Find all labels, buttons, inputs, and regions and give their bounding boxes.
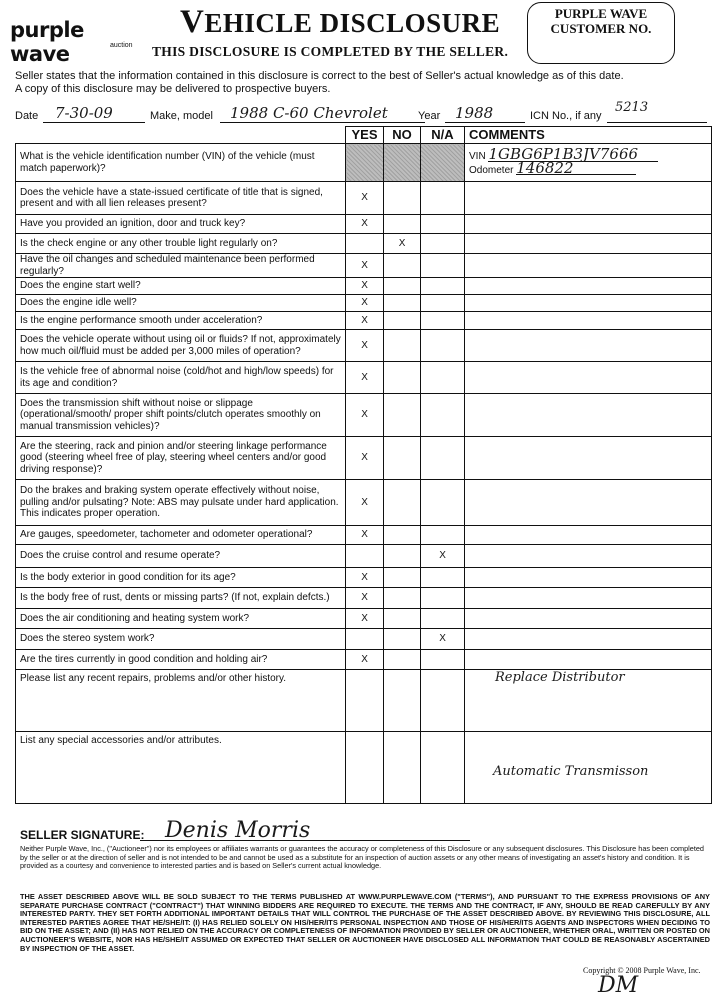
comment-field[interactable] — [465, 437, 712, 480]
terms-text: THE ASSET DESCRIBED ABOVE WILL BE SOLD SUBJECT TO THE TERMS PUBLISHED AT WWW.PURPLEWAVE.COM ("TERMS"), AND PURSUANT TO THE EXPRESS PROVISIONS OF ANY SEPARATE PURCHASE CONTRACT ("CONTRACT") THAT WINNING BIDDERS ARE REQUIRED TO EXECUTE. THE TERMS AND THE CONTRACT, IF ANY, SHOULD BE READ CAREFULLY BY ANY INTERESTED PARTY. THEY SET FORTH ADDITIONAL IMPORTANT DETAILS THAT WILL CONTROL THE PURCHASE OF THE ASSET DESCRIBED ABOVE. BY REVIEWING THIS DISCLOSURE, ALL INTERESTED PARTIES AGREE THAT HE/SHE/IT: (I) HAS RELIED SOLELY ON HIS/HER/ITS PERSONAL INSPECTION AND THOSE OF HIS/HER/ITS AGENTS AND INSPECTORS WHEN DECIDING TO BID ON THE ASSET; AND (II) HAS NOT RELIED ON THE ACCURACY OR COMPLETENESS OF INFORMATION PROVIDED BY SELLER OR AUCTIONEER, WHETHER ORAL, WRITTEN OR POSTED ON AUCTIONEER'S WEBSITE, NOR HAS HE/SHE/IT ASSUMED OR EXPECTED THAT SELLER OR AUCTIONEER HAVE DISCLOSED ALL INFORMATION THAT COULD BE REASONABLY ASCERTAINED BY INSPECTION OF THE ASSET. — [20, 892, 710, 953]
na-checkbox[interactable] — [421, 234, 465, 254]
yes-checkbox[interactable]: X — [346, 312, 384, 330]
disclosure-table — [15, 126, 712, 804]
na-checkbox[interactable] — [421, 588, 465, 609]
yes-cell[interactable] — [346, 670, 384, 732]
title-initial: V — [180, 4, 205, 40]
seller-signature-line — [15, 818, 711, 842]
repairs-row — [16, 670, 712, 732]
yes-checkbox[interactable]: X — [346, 278, 384, 295]
na-column-header: N/A — [421, 127, 465, 144]
na-checkbox[interactable] — [421, 254, 465, 278]
no-checkbox[interactable] — [384, 588, 421, 609]
year-label: Year — [418, 110, 441, 122]
intro-line1: Seller states that the information contained in this disclosure is correct to the best of Seller's actual knowledge as of this date. — [15, 70, 624, 82]
yes-checkbox[interactable]: X — [346, 254, 384, 278]
yes-checkbox[interactable]: X — [346, 215, 384, 234]
vin-line — [469, 145, 711, 163]
seller-initials[interactable]: DM — [598, 973, 639, 998]
intro-line2: A copy of this disclosure may be delivered to prospective buyers. — [15, 83, 331, 95]
na-checkbox[interactable] — [421, 330, 465, 362]
comment-field[interactable] — [465, 526, 712, 545]
table-header-row — [16, 127, 712, 144]
question-row — [16, 182, 712, 215]
question-text: Does the engine start well? — [16, 278, 346, 295]
comment-field[interactable] — [465, 588, 712, 609]
date-field[interactable]: 7-30-09 — [55, 104, 113, 122]
make-model-underline — [220, 122, 425, 123]
no-checkbox[interactable] — [384, 609, 421, 629]
customer-box-line2: CUSTOMER NO. — [550, 21, 652, 36]
question-row — [16, 545, 712, 568]
page-subtitle: THIS DISCLOSURE IS COMPLETED BY THE SELLER. — [152, 44, 509, 59]
comment-field[interactable] — [465, 278, 712, 295]
na-checkbox[interactable] — [421, 362, 465, 394]
accessories-question: List any special accessories and/or attributes. — [16, 732, 346, 804]
no-checkbox[interactable] — [384, 330, 421, 362]
question-text: Does the air conditioning and heating system work? — [16, 609, 346, 629]
question-row — [16, 629, 712, 650]
icn-label: ICN No., if any — [530, 110, 602, 122]
comment-field[interactable] — [465, 254, 712, 278]
question-text: Is the check engine or any other trouble light regularly on? — [16, 234, 346, 254]
question-row — [16, 234, 712, 254]
vin-no-shaded — [384, 144, 421, 182]
intro-text — [15, 70, 710, 96]
no-checkbox[interactable] — [384, 278, 421, 295]
title-rest: EHICLE DISCLOSURE — [204, 8, 501, 38]
accessories-row — [16, 732, 712, 804]
date-underline — [43, 122, 145, 123]
icn-field[interactable]: 5213 — [615, 100, 649, 115]
repairs-question: Please list any recent repairs, problems and/or other history. — [16, 670, 346, 732]
comment-field[interactable] — [465, 629, 712, 650]
yes-checkbox[interactable] — [346, 234, 384, 254]
comments-column-header: COMMENTS — [465, 127, 712, 144]
question-text: Are the tires currently in good condition and holding air? — [16, 650, 346, 670]
question-text: Does the stereo system work? — [16, 629, 346, 650]
yes-checkbox[interactable] — [346, 629, 384, 650]
no-cell[interactable] — [384, 732, 421, 804]
no-checkbox[interactable] — [384, 629, 421, 650]
no-checkbox[interactable] — [384, 437, 421, 480]
question-text: Is the body free of rust, dents or missing parts? (If not, explain defcts.) — [16, 588, 346, 609]
logo-sub-text: auction — [110, 42, 133, 49]
icn-underline — [607, 122, 707, 123]
comment-field[interactable] — [465, 362, 712, 394]
comment-field[interactable] — [465, 215, 712, 234]
make-model-field[interactable]: 1988 C-60 Chevrolet — [230, 104, 388, 122]
na-checkbox[interactable] — [421, 394, 465, 437]
na-checkbox[interactable] — [421, 278, 465, 295]
vin-yes-shaded — [346, 144, 384, 182]
na-checkbox[interactable] — [421, 568, 465, 588]
question-row — [16, 312, 712, 330]
purple-wave-logo — [10, 18, 150, 66]
customer-number-box[interactable] — [527, 2, 675, 64]
no-checkbox[interactable] — [384, 312, 421, 330]
comment-field[interactable] — [465, 480, 712, 526]
question-text: Are the steering, rack and pinion and/or steering linkage performance good (steering wheel free of play, steering wheel centers and/or good driving response)? — [16, 437, 346, 480]
yes-checkbox[interactable]: X — [346, 330, 384, 362]
yes-checkbox[interactable] — [346, 545, 384, 568]
odometer-line — [469, 158, 711, 177]
question-row — [16, 295, 712, 312]
yes-column-header: YES — [346, 127, 384, 144]
question-row — [16, 215, 712, 234]
na-checkbox[interactable] — [421, 650, 465, 670]
na-checkbox[interactable] — [421, 295, 465, 312]
odometer-label: Odometer — [469, 164, 514, 176]
no-checkbox[interactable] — [384, 394, 421, 437]
comment-field[interactable] — [465, 568, 712, 588]
question-row — [16, 394, 712, 437]
comment-field[interactable] — [465, 312, 712, 330]
no-checkbox[interactable] — [384, 545, 421, 568]
question-text: Have the oil changes and scheduled maintenance been performed regularly? — [16, 254, 346, 278]
no-checkbox[interactable] — [384, 295, 421, 312]
repairs-comment-field[interactable]: Replace Distributor — [465, 670, 712, 732]
yes-checkbox[interactable]: X — [346, 526, 384, 545]
no-column-header: NO — [384, 127, 421, 144]
yes-checkbox[interactable]: X — [346, 650, 384, 670]
comment-field[interactable] — [465, 295, 712, 312]
customer-box-line1: PURPLE WAVE — [554, 6, 648, 21]
question-row — [16, 254, 712, 278]
question-text: Does the vehicle have a state-issued certificate of title that is signed, present and with all lien releases present? — [16, 182, 346, 215]
question-text: Is the body exterior in good condition for its age? — [16, 568, 346, 588]
disclaimer-text: Neither Purple Wave, Inc., ("Auctioneer") nor its employees or affiliates warrants or guarantees the accuracy or completeness of this Disclosure or any subsequent disclosures. This Disclosure has been completed by the seller or at the direction of seller and is not intended to be and cannot be used as a substitute for an inspection of auction assets or any other means of investigating an asset's history and condition. It is provided as a courtesy and convenience to interested parties and is based on Seller's current actual knowledge. — [20, 844, 704, 870]
yes-checkbox[interactable]: X — [346, 182, 384, 215]
na-cell[interactable] — [421, 732, 465, 804]
vin-question: What is the vehicle identification number (VIN) of the vehicle (must match paperwork)? — [16, 144, 346, 182]
yes-checkbox[interactable]: X — [346, 437, 384, 480]
question-row — [16, 278, 712, 295]
yes-checkbox[interactable]: X — [346, 588, 384, 609]
no-checkbox[interactable] — [384, 526, 421, 545]
accessories-comment-field[interactable]: Automatic Transmisson — [465, 732, 712, 804]
question-text: Do the brakes and braking system operate effectively without noise, pulling and/or pulsating? Note: ABS may pulsate under hard application. This indicates proper operation. — [16, 480, 346, 526]
no-checkbox[interactable] — [384, 254, 421, 278]
no-checkbox[interactable] — [384, 215, 421, 234]
vin-label: VIN — [469, 151, 486, 162]
question-row — [16, 650, 712, 670]
na-checkbox[interactable] — [421, 609, 465, 629]
yes-checkbox[interactable]: X — [346, 394, 384, 437]
comment-field[interactable] — [465, 394, 712, 437]
question-text: Does the cruise control and resume operate? — [16, 545, 346, 568]
vin-na-shaded — [421, 144, 465, 182]
comment-field[interactable] — [465, 234, 712, 254]
na-checkbox[interactable] — [421, 526, 465, 545]
signature-field[interactable]: Denis Morris — [165, 818, 311, 843]
question-text: Have you provided an ignition, door and truck key? — [16, 215, 346, 234]
na-checkbox[interactable] — [421, 182, 465, 215]
form-header — [0, 0, 725, 66]
question-row — [16, 362, 712, 394]
na-checkbox[interactable]: X — [421, 545, 465, 568]
question-row — [16, 588, 712, 609]
comment-field[interactable] — [465, 330, 712, 362]
yes-checkbox[interactable]: X — [346, 362, 384, 394]
vin-row — [16, 144, 712, 182]
yes-checkbox[interactable]: X — [346, 609, 384, 629]
no-checkbox[interactable] — [384, 480, 421, 526]
no-cell[interactable] — [384, 670, 421, 732]
vehicle-info-line — [15, 100, 710, 124]
question-text: Does the engine idle well? — [16, 295, 346, 312]
question-row — [16, 609, 712, 629]
yes-checkbox[interactable]: X — [346, 568, 384, 588]
header-blank — [16, 127, 346, 144]
question-text: Does the transmission shift without noise or slippage (operational/smooth/ proper shift points/clutch operates smoothly on manual transmission vehicles)? — [16, 394, 346, 437]
no-checkbox[interactable] — [384, 650, 421, 670]
na-cell[interactable] — [421, 670, 465, 732]
signature-label: SELLER SIGNATURE: — [20, 828, 145, 842]
make-model-label: Make, model — [150, 110, 213, 122]
odometer-field[interactable]: 146822 — [516, 163, 636, 176]
comment-field[interactable] — [465, 650, 712, 670]
yes-checkbox[interactable]: X — [346, 295, 384, 312]
comment-field[interactable] — [465, 545, 712, 568]
no-checkbox[interactable] — [384, 362, 421, 394]
year-underline — [445, 122, 525, 123]
yes-checkbox[interactable]: X — [346, 480, 384, 526]
question-row — [16, 480, 712, 526]
no-checkbox[interactable] — [384, 182, 421, 215]
question-text: Is the vehicle free of abnormal noise (cold/hot and high/low speeds) for its age and condition? — [16, 362, 346, 394]
page-title — [180, 4, 500, 41]
na-checkbox[interactable] — [421, 480, 465, 526]
comment-field[interactable] — [465, 182, 712, 215]
question-row — [16, 330, 712, 362]
na-checkbox[interactable] — [421, 312, 465, 330]
logo-main-text: purple wave — [10, 18, 84, 66]
yes-cell[interactable] — [346, 732, 384, 804]
na-checkbox[interactable]: X — [421, 629, 465, 650]
copyright-text: Copyright © 2008 Purple Wave, Inc. — [583, 966, 701, 975]
no-checkbox[interactable]: X — [384, 234, 421, 254]
question-text: Is the engine performance smooth under acceleration? — [16, 312, 346, 330]
vin-comments-cell — [465, 144, 712, 182]
na-checkbox[interactable] — [421, 437, 465, 480]
question-text: Does the vehicle operate without using oil or fluids? If not, approximately how much oil/fluid must be added per 3,000 miles of operation? — [16, 330, 346, 362]
no-checkbox[interactable] — [384, 568, 421, 588]
comment-field[interactable] — [465, 609, 712, 629]
question-row — [16, 437, 712, 480]
vin-field[interactable]: 1GBG6P1B3JV7666 — [488, 149, 658, 162]
question-row — [16, 568, 712, 588]
question-text: Are gauges, speedometer, tachometer and odometer operational? — [16, 526, 346, 545]
year-field[interactable]: 1988 — [455, 104, 494, 122]
date-label: Date — [15, 110, 39, 122]
question-row — [16, 526, 712, 545]
na-checkbox[interactable] — [421, 215, 465, 234]
